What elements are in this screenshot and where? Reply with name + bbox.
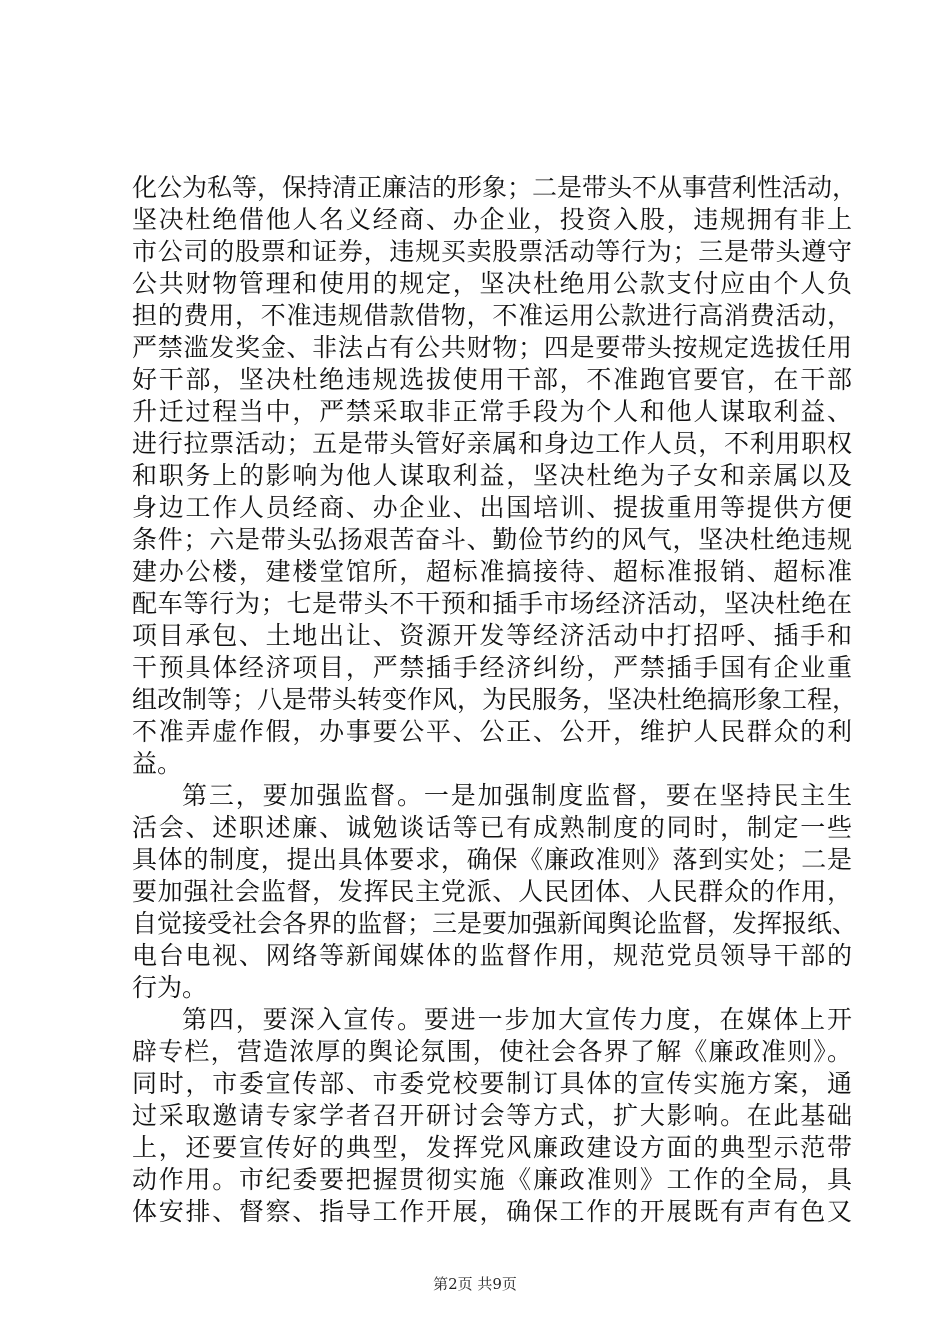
text-line: 市公司的股票和证券，违规买卖股票活动等行为；三是带头遵守: [132, 237, 852, 266]
text-line: 要加强社会监督，发挥民主党派、人民团体、人民群众的作用，: [132, 877, 852, 906]
text-line: 组改制等；八是带头转变作风，为民服务，坚决杜绝搞形象工程，: [132, 685, 858, 714]
page-footer: 第2页 共9页: [433, 1275, 517, 1293]
text-line: 化公为私等，保持清正廉洁的形象；二是带头不从事营利性活动，: [132, 173, 858, 202]
text-line: 同时，市委宣传部、市委党校要制订具体的宣传实施方案，通: [132, 1069, 852, 1098]
text-line: 上，还要宣传好的典型，发挥党风廉政建设方面的典型示范带: [132, 1133, 852, 1162]
text-line: 具体的制度，提出具体要求，确保《廉政准则》落到实处；二是: [132, 845, 852, 874]
text-line: 严禁滥发奖金、非法占有公共财物；四是要带头按规定选拔任用: [132, 333, 852, 362]
text-line: 过采取邀请专家学者召开研讨会等方式，扩大影响。在此基础: [132, 1101, 852, 1130]
text-line: 行为。: [132, 973, 208, 1002]
text-line: 配车等行为；七是带头不干预和插手市场经济活动，坚决杜绝在: [132, 589, 852, 618]
text-line: 辟专栏，营造浓厚的舆论氛围，使社会各界了解《廉政准则》。: [132, 1037, 852, 1066]
text-line: 进行拉票活动；五是带头管好亲属和身边工作人员，不利用职权: [132, 429, 852, 458]
text-line: 益。: [132, 749, 183, 778]
text-line: 项目承包、土地出让、资源开发等经济活动中打招呼、插手和: [132, 621, 852, 650]
text-line: 担的费用，不准违规借款借物，不准运用公款进行高消费活动，: [132, 301, 852, 330]
text-line: 电台电视、网络等新闻媒体的监督作用，规范党员领导干部的: [132, 941, 852, 970]
text-line: 体安排、督察、指导工作开展，确保工作的开展既有声有色又: [132, 1197, 852, 1226]
paragraph-start-line: 第四，要深入宣传。要进一步加大宣传力度，在媒体上开: [182, 1005, 852, 1034]
paragraph-start-line: 第三，要加强监督。一是加强制度监督，要在坚持民主生: [182, 781, 852, 810]
text-line: 身边工作人员经商、办企业、出国培训、提拔重用等提供方便: [132, 493, 852, 522]
text-line: 升迁过程当中，严禁采取非正常手段为个人和他人谋取利益、: [132, 397, 852, 426]
text-line: 建办公楼，建楼堂馆所，超标准搞接待、超标准报销、超标准: [132, 557, 852, 586]
text-line: 好干部，坚决杜绝违规选拔使用干部，不准跑官要官，在干部: [132, 365, 852, 394]
text-line: 活会、述职述廉、诚勉谈话等已有成熟制度的同时，制定一些: [132, 813, 852, 842]
text-line: 坚决杜绝借他人名义经商、办企业，投资入股，违规拥有非上: [132, 205, 852, 234]
body-text: [132, 172, 858, 1228]
text-line: 和职务上的影响为他人谋取利益，坚决杜绝为子女和亲属以及: [132, 461, 852, 490]
text-line: 公共财物管理和使用的规定，坚决杜绝用公款支付应由个人负: [132, 269, 852, 298]
text-line: 自觉接受社会各界的监督；三是要加强新闻舆论监督，发挥报纸、: [132, 909, 858, 938]
text-line: 动作用。市纪委要把握贯彻实施《廉政准则》工作的全局，具: [132, 1165, 852, 1194]
text-line: 不准弄虚作假，办事要公平、公正、公开，维护人民群众的利: [132, 717, 852, 746]
text-line: 干预具体经济项目，严禁插手经济纠纷，严禁插手国有企业重: [132, 653, 852, 682]
text-line: 条件；六是带头弘扬艰苦奋斗、勤俭节约的风气，坚决杜绝违规: [132, 525, 852, 554]
